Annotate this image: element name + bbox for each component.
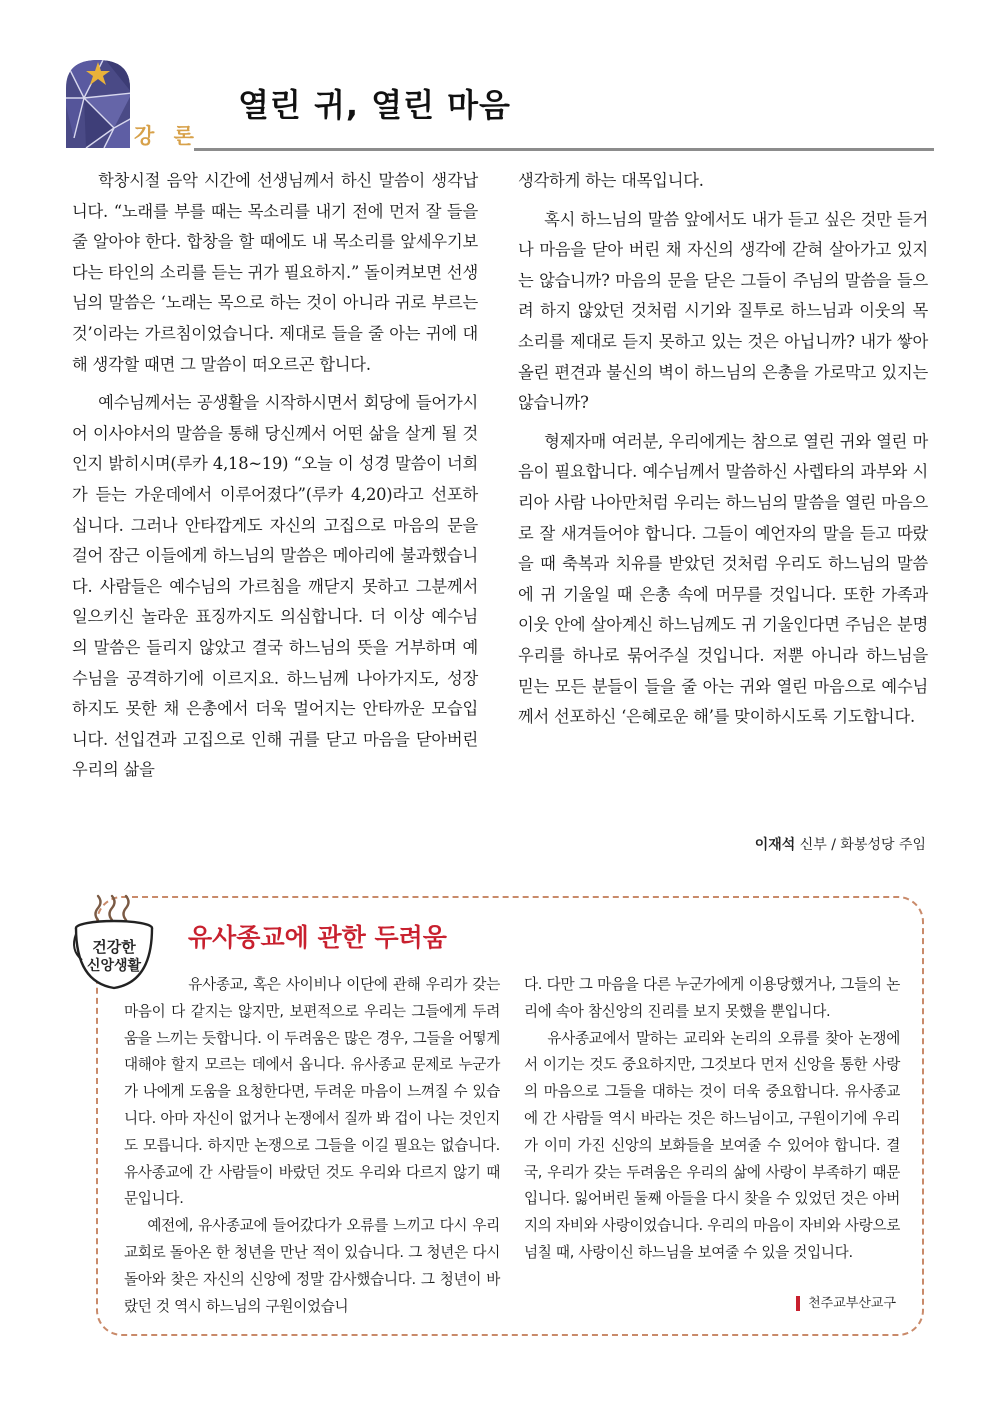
paragraph: 다. 다만 그 마음을 다른 누군가에게 이용당했거나, 그들의 논리에 속아 참신앙의 진리를 보지 못했을 뿐입니다.: [524, 976, 900, 1020]
box-left-column: [124, 972, 500, 1320]
article-right-column: [518, 166, 928, 741]
author-byline: [755, 834, 926, 854]
author-role: 신부 / 화봉성당 주임: [795, 837, 926, 853]
stained-glass-star-icon: [64, 58, 132, 148]
article-header: [62, 58, 934, 154]
paragraph: 유사종교, 혹은 사이비나 이단에 관해 우리가 갖는 마음이 다 같지는 않지만, 보편적으로 우리는 그들에게 두려움을 느끼는 듯합니다. 이 두려움은 많은 경우, 그들을 어떻게 대해야 할지 모르는 데에서 옵니다. 유사종교 문제로 누군가가 나에게 도움을 요청한다면, 두려운 마음이 느껴질 수 있습니다. 아마 자신이 없거나 논쟁에서 질까 봐 겁이 나는 것인지도 모릅니다. 하지만 논쟁으로 그들을 이길 필요는 없습니다. 유사종교에 간 사람들이 바랐던 것도 우리와 다르지 않기 때문입니다.: [124, 976, 500, 1208]
svg-text:건강한: 건강한: [92, 938, 136, 956]
box-title: 유사종교에 관한 두려움: [188, 923, 447, 952]
svg-text:신앙생활: 신앙생활: [86, 958, 142, 974]
paragraph: 혹시 하느님의 말씀 앞에서도 내가 듣고 싶은 것만 듣거나 마음을 닫아 버린 채 자신의 생각에 갇혀 살아가고 있지는 않습니까? 마음의 문을 닫은 그들이 주님의 말씀을 들으려 하지 않았던 것처럼 시기와 질투로 하느님과 이웃의 목소리를 제대로 듣지 못하고 있는 것은 아닙니까? 내가 쌓아 올린 편견과 불신의 벽이 하느님의 은총을 가로막고 있지는 않습니까?: [518, 209, 928, 413]
source-credit: 천주교부산교구: [796, 1296, 896, 1311]
paragraph: 예전에, 유사종교에 들어갔다가 오류를 느끼고 다시 우리 교회로 돌아온 한 청년을 만난 적이 있습니다. 그 청년은 다시 돌아와 찾은 자신의 신앙에 정말 감사했습니다. 그 청년이 바랐던 것 역시 하느님의 구원이었습니: [124, 1217, 500, 1315]
paragraph: 생각하게 하는 대목입니다.: [518, 171, 704, 190]
section-label: 강 론: [134, 124, 200, 148]
box-right-column: [524, 972, 900, 1267]
article-left-column: [72, 166, 478, 794]
author-name: 이재석: [754, 837, 796, 853]
paragraph: 학창시절 음악 시간에 선생님께서 하신 말씀이 생각납니다. “노래를 부를 때는 목소리를 내기 전에 먼저 잘 들을 줄 알아야 한다. 합창을 할 때에도 내 목소리를 앞세우기보다는 타인의 소리를 듣는 귀가 필요하지.” 돌이켜보면 선생님의 말씀은 ‘노래는 목으로 하는 것이 아니라 귀로 부르는 것’이라는 가르침이었습니다. 제대로 들을 줄 아는 귀에 대해 생각할 때면 그 말씀이 떠오르곤 합니다.: [72, 171, 478, 374]
paragraph: 예수님께서는 공생활을 시작하시면서 회당에 들어가시어 이사야서의 말씀을 통해 당신께서 어떤 삶을 살게 될 것인지 밝히시며(루카 4,18~19) “오늘 이 성경 말씀이 너희가 듣는 가운데에서 이루어졌다”(루카 4,20)라고 선포하십니다. 그러나 안타깝게도 자신의 고집으로 마음의 문을 걸어 잠근 이들에게 하느님의 말씀은 메아리에 불과했습니다. 사람들은 예수님의 가르침을 깨닫지 못하고 그분께서 일으키신 놀라운 표징까지도 의심합니다. 더 이상 예수님의 말씀은 들리지 않았고 결국 하느님의 뜻을 거부하며 예수님을 공격하기에 이르지요. 하느님께 나아가지도, 성장하지도 못한 채 은총에서 더욱 멀어지는 안타까운 모습입니다. 선입견과 고집으로 인해 귀를 닫고 마음을 닫아버린 우리의 삶을: [72, 393, 478, 780]
paragraph: 형제자매 여러분, 우리에게는 참으로 열린 귀와 열린 마음이 필요합니다. 예수님께서 말씀하신 사렙타의 과부와 시리아 사람 나아만처럼 우리는 하느님의 말씀을 열린 마음으로 잘 새겨들어야 합니다. 그들이 예언자의 말을 듣고 따랐을 때 축복과 치유를 받았던 것처럼 우리도 하느님의 말씀에 귀 기울일 때 은총 속에 머무를 것입니다. 또한 가족과 이웃 안에 살아계신 하느님께도 귀 기울인다면 주님은 분명 우리를 하나로 묶어주실 것입니다. 저뿐 아니라 하느님을 믿는 모든 분들이 들을 줄 아는 귀와 열린 마음으로 예수님께서 선포하신 ‘은혜로운 해’를 맞이하시도록 기도합니다.: [518, 431, 928, 727]
page-title: 열린 귀, 열린 마음: [238, 86, 511, 124]
paragraph: 유사종교에서 말하는 교리와 논리의 오류를 찾아 논쟁에서 이기는 것도 중요하지만, 그것보다 먼저 신앙을 통한 사랑의 마음으로 그들을 대하는 것이 더욱 중요합니다. 유사종교에 간 사람들 역시 바라는 것은 하느님이고, 구원이기에 우리가 이미 가진 신앙의 보화들을 보여줄 수 있어야 합니다. 결국, 우리가 갖는 두려움은 우리의 삶에 사랑이 부족하기 때문입니다. 잃어버린 둘째 아들을 다시 찾을 수 있었던 것은 아버지의 자비와 사랑이었습니다. 우리의 마음이 자비와 사랑으로 넘칠 때, 사랑이신 하느님을 보여줄 수 있을 것입니다.: [524, 1029, 900, 1261]
title-underline: [194, 148, 934, 151]
